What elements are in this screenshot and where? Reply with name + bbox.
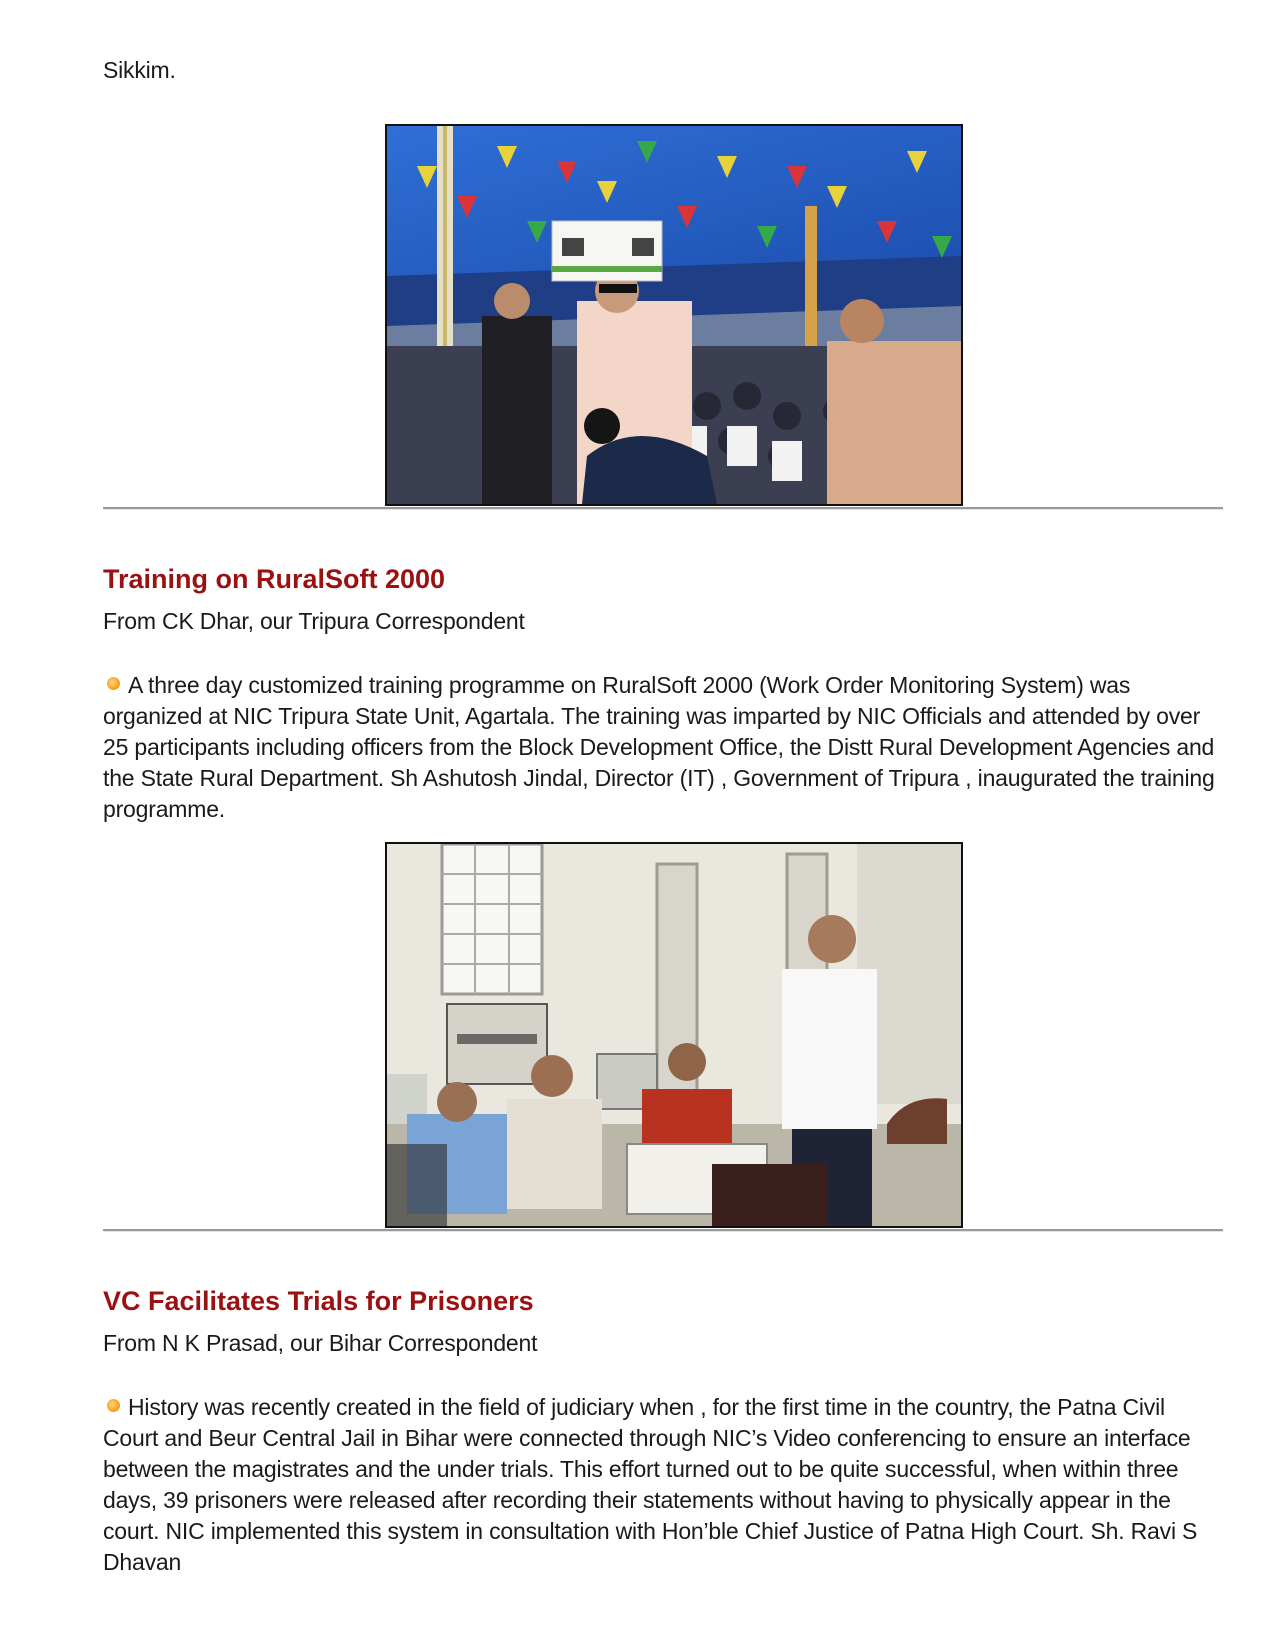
bullet-icon <box>107 1399 120 1412</box>
article-paragraph-text: History was recently created in the field of judiciary when , for the first time in the country, the Patna Civil Court and Beur Central Jail in Bihar were connected through NIC’s Video conferencing to ensure an interface between the magistrates and the under trials. This effort turned out to be quite successful, when within three days, 39 prisoners were released after recording their statements without having to physically appear in the court. NIC implemented this system in consultation with Hon’ble Chief Justice of Patna High Court. Sh. Ravi S Dhavan <box>103 1394 1198 1575</box>
article-paragraph <box>103 1392 1223 1578</box>
article-paragraph <box>103 670 1223 825</box>
training-photo <box>385 842 963 1228</box>
intro-fragment: Sikkim. <box>103 57 176 83</box>
event-photo <box>385 124 963 506</box>
article-byline: From CK Dhar, our Tripura Correspondent <box>103 608 525 634</box>
section-divider <box>103 1229 1223 1232</box>
article-paragraph-text: A three day customized training programme on RuralSoft 2000 (Work Order Monitoring System) was organized at NIC Tripura State Unit, Agartala. The training was imparted by NIC Officials and attended by over 25 participants including officers from the Block Development Office, the Distt Rural Development Agencies and the State Rural Department. Sh Ashutosh Jindal, Director (IT) , Government of Tripura , inaugurated the training programme. <box>103 672 1215 822</box>
section-divider <box>103 507 1223 510</box>
article-headline: Training on RuralSoft 2000 <box>103 564 446 594</box>
article-byline: From N K Prasad, our Bihar Correspondent <box>103 1330 538 1356</box>
bullet-icon <box>107 677 120 690</box>
article-headline: VC Facilitates Trials for Prisoners <box>103 1286 534 1316</box>
